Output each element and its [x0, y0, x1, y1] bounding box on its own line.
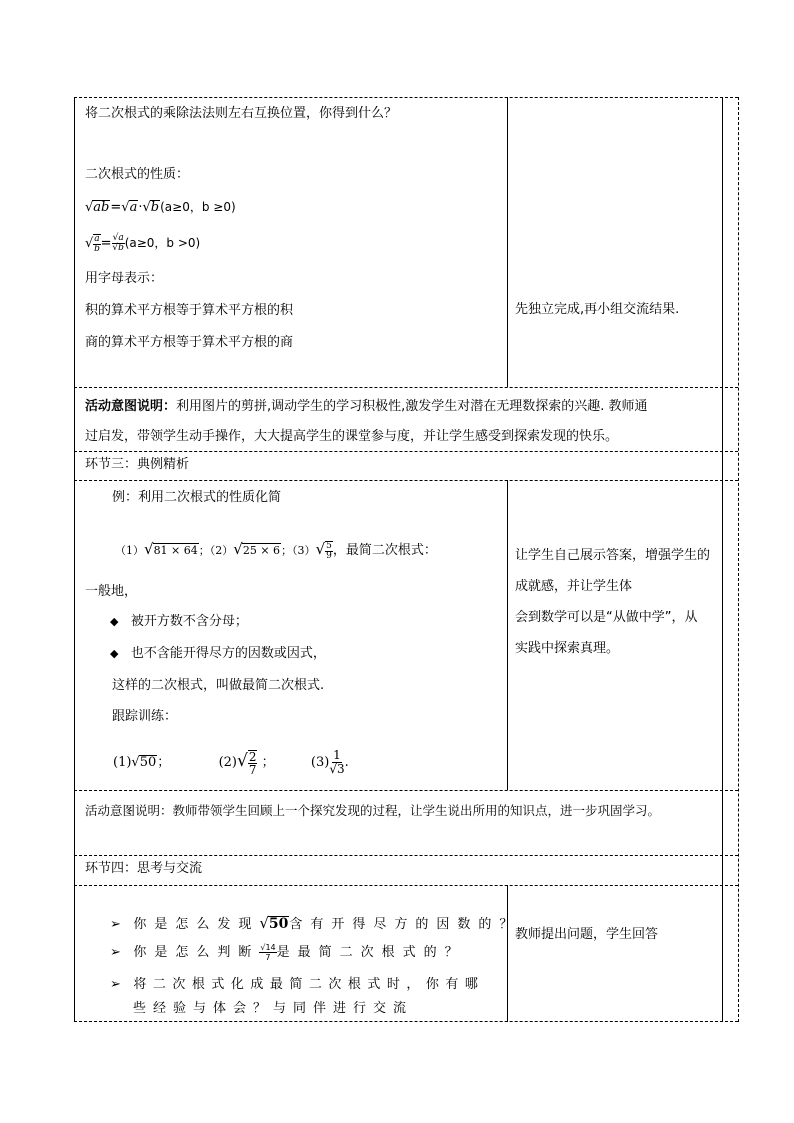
- row-divider: [74, 790, 738, 791]
- column-divider: [507, 885, 508, 1022]
- row-divider: [74, 480, 738, 481]
- bullet-item-2: ◆ 也不含能开得尽方的因数或因式，: [110, 646, 326, 661]
- row-divider: [74, 855, 738, 856]
- question-item-3: ➢ 将二次根式化成最简二次根式时，你有哪: [110, 977, 485, 992]
- statement-quotient: 商的算术平方根等于算术平方根的商: [85, 335, 294, 350]
- section3-note-line-3: 会到数学可以是“从做中学”，从: [515, 610, 698, 625]
- properties-title: 二次根式的性质：: [85, 167, 190, 182]
- table-left-border: [74, 97, 75, 1022]
- section3-note-line-1: 让学生自己展示答案，增强学生的: [515, 548, 711, 563]
- row1-teaching-note: 先独立完成,再小组交流结果.: [515, 302, 680, 317]
- table-right-border: [722, 97, 723, 1022]
- section4-title: 环节四：思考与交流: [85, 861, 203, 876]
- question-item-2: ➢ 你是怎么判断 $\frac{√14}{7}$ 是最简二次根式的？: [110, 943, 466, 962]
- conclusion-text: 这样的二次根式，叫做最简二次根式.: [112, 678, 325, 693]
- section3-title: 环节三：典例精析: [85, 457, 190, 472]
- question-item-1: ➢ 你是怎么发现√50含有开得尽方的因数的？: [110, 914, 521, 932]
- column-divider: [507, 480, 508, 790]
- formula-quotient: √ $\frac{a}{b}$ = $\frac{√a}{√b}$ (a≥0，b >0): [85, 233, 201, 254]
- diamond-bullet-icon: ◆: [110, 647, 119, 660]
- row-divider: [74, 885, 738, 886]
- question-item-3-continued: 些经验与体会？与同伴进行交流: [133, 1001, 414, 1016]
- letters-title: 用字母表示：: [85, 271, 164, 286]
- example-items: （1）√81 × 64；（2）√25 × 6；（3）√ $\frac{5}{9}$ ，最简二次根式：: [115, 540, 437, 561]
- question-text: 将二次根式的乘除法法则左右互换位置，你得到什么？: [85, 106, 398, 121]
- arrow-bullet-icon: ➢: [110, 917, 121, 932]
- row-divider: [74, 1021, 738, 1022]
- section3-note-line-4: 实践中探索真理。: [515, 641, 620, 656]
- column-divider: [507, 97, 508, 387]
- diamond-bullet-icon: ◆: [110, 615, 119, 628]
- row-divider: [74, 97, 738, 98]
- outer-dashed-border: [738, 97, 739, 1022]
- formula-product: √ab=√a·√b(a≥0，b ≥0): [85, 200, 236, 215]
- section4-teaching-note: 教师提出问题，学生回答: [515, 927, 659, 942]
- intent2-text: 活动意图说明：教师带领学生回顾上一个探究发现的过程，让学生说出所用的知识点，进一步巩固学习。: [85, 803, 661, 818]
- row-divider: [74, 387, 738, 388]
- example-title: 例：利用二次根式的性质化简: [112, 490, 282, 505]
- arrow-bullet-icon: ➢: [110, 945, 121, 960]
- intent-label: 活动意图说明：: [85, 399, 177, 414]
- intent-line-2: 过启发，带领学生动手操作，大大提高学生的课堂参与度，并让学生感受到探索发现的快乐。: [85, 429, 619, 444]
- statement-product: 积的算术平方根等于算术平方根的积: [85, 303, 294, 318]
- arrow-bullet-icon: ➢: [110, 977, 121, 992]
- section3-note-line-2: 成就感，并让学生体: [515, 579, 633, 594]
- general-text: 一般地，: [85, 584, 138, 599]
- practice-title: 跟踪训练：: [112, 709, 178, 724]
- row-divider: [74, 451, 738, 452]
- intent-line-1: 活动意图说明：利用图片的剪拼,调动学生的学习积极性,激发学生对潜在无理数探索的兴趣. 教师通: [85, 399, 648, 414]
- practice-items: (1)√50； (2)√ $\frac{2}{7}$ ； (3) $\frac{1}{√3}$ .: [113, 748, 349, 777]
- bullet-item-1: ◆ 被开方数不含分母；: [110, 614, 248, 629]
